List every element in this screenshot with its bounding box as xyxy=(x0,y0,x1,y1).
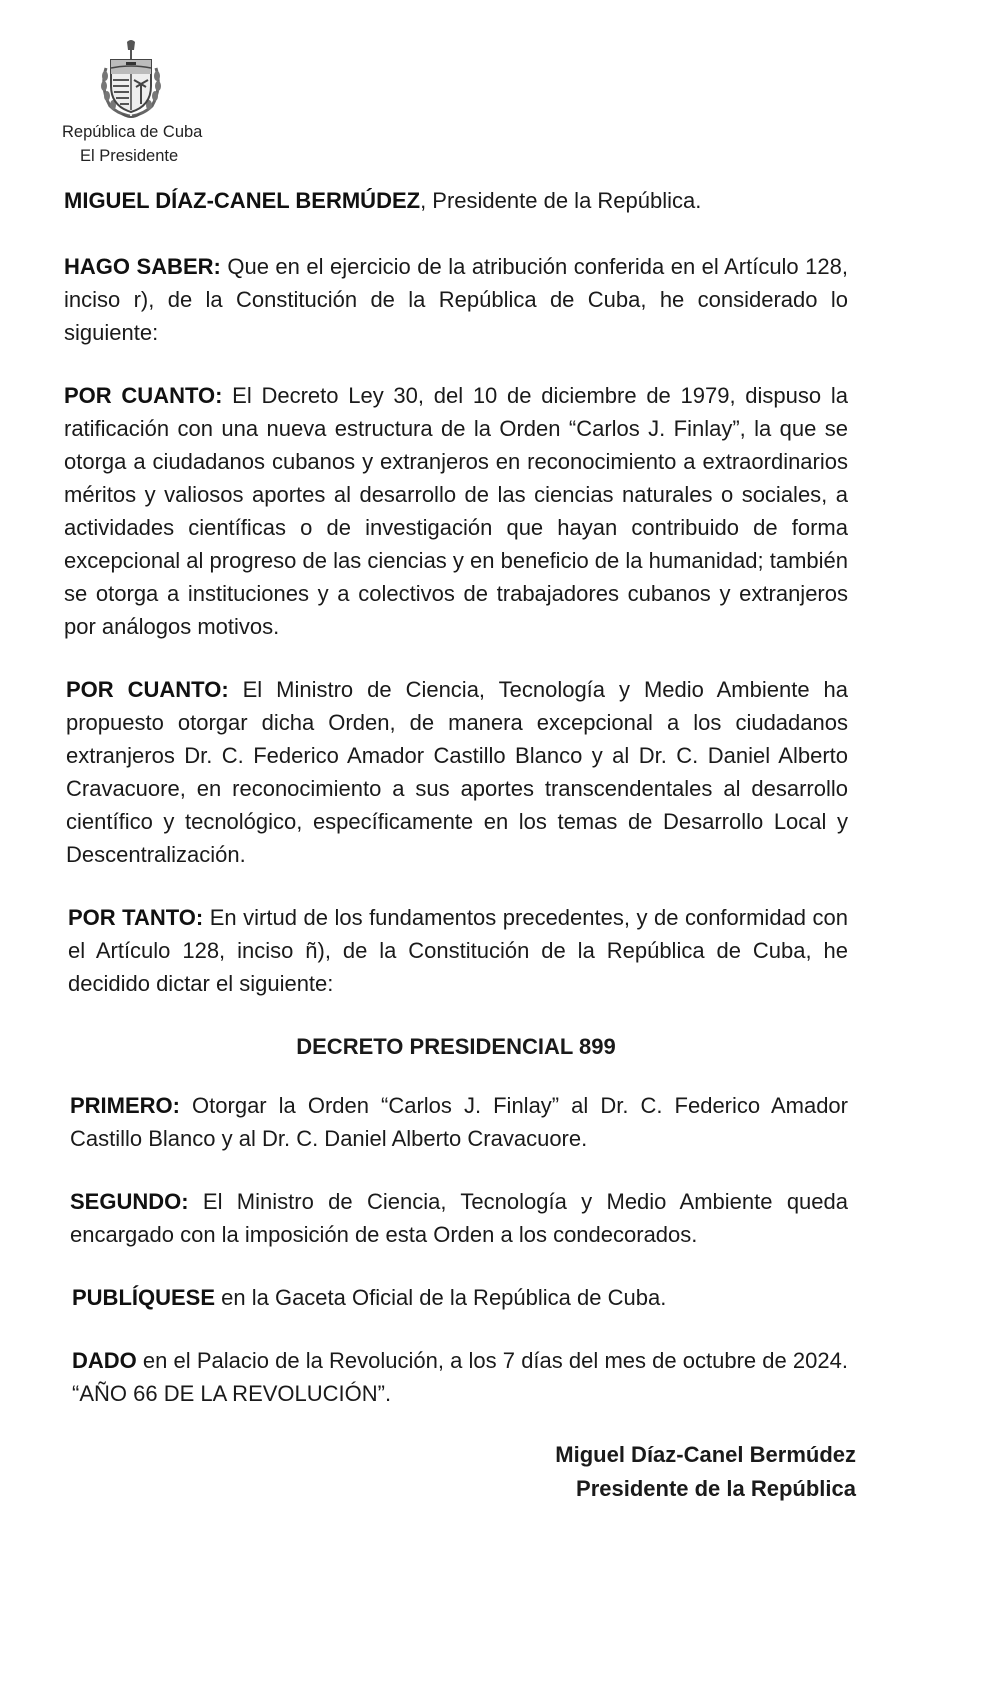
publiquese-paragraph xyxy=(64,1281,848,1314)
signature-block xyxy=(555,1438,856,1506)
signature-name: Miguel Díaz-Canel Bermúdez xyxy=(555,1442,856,1467)
intro-paragraph xyxy=(64,184,848,217)
letterhead xyxy=(62,38,222,168)
dado-text: en el Palacio de la Revolución, a los 7 días del mes de octubre de 2024. “AÑO 66 DE LA REVOLUCIÓN”. xyxy=(72,1348,848,1406)
president-name: MIGUEL DÍAZ-CANEL BERMÚDEZ xyxy=(64,188,421,213)
primero-text: Otorgar la Orden “Carlos J. Finlay” al Dr. C. Federico Amador Castillo Blanco y al Dr. C. Daniel Alberto Cravacuore. xyxy=(70,1093,848,1151)
dado-label: DADO xyxy=(72,1348,137,1373)
hago-saber-label: HAGO SABER: xyxy=(64,254,221,279)
por-cuanto-1-label: POR CUANTO: xyxy=(64,383,223,408)
por-cuanto-2-text: El Ministro de Ciencia, Tecnología y Medio Ambiente ha propuesto otorgar dicha Orden, de manera excepcional a los ciudadanos extranjeros Dr. C. Federico Amador Castillo Blanco y al Dr. C. Daniel Alberto Cravacuore, en reconocimiento a sus aportes transcendentales al desarrollo científico y tecnológico, específicamente en los temas de Desarrollo Local y Descentralización. xyxy=(66,677,848,867)
primero-paragraph xyxy=(64,1089,848,1155)
hago-saber-paragraph xyxy=(64,250,848,349)
letterhead-country: República de Cuba xyxy=(62,123,203,141)
publiquese-text: en la Gaceta Oficial de la República de Cuba. xyxy=(215,1285,667,1310)
por-tanto-text: En virtud de los fundamentos precedentes, y de conformidad con el Artículo 128, inciso ñ), de la Constitución de la República de Cuba, he decidido dictar el siguiente: xyxy=(68,905,848,996)
primero-label: PRIMERO: xyxy=(70,1093,180,1118)
publiquese-label: PUBLÍQUESE xyxy=(72,1285,216,1310)
segundo-paragraph xyxy=(64,1185,848,1251)
por-tanto-label: POR TANTO: xyxy=(68,905,204,930)
por-cuanto-1-text: El Decreto Ley 30, del 10 de diciembre de 1979, dispuso la ratificación con una nueva estructura de la Orden “Carlos J. Finlay”, la que se otorga a ciudadanos cubanos y extranjeros en reconocimiento a extraordinarios méritos y valiosos aportes al desarrollo de las ciencias naturales o sociales, a actividades científicas o de investigación que hayan contribuido de forma excepcional al progreso de las ciencias y en beneficio de la humanidad; también se otorga a instituciones y a colectivos de trabajadores cubanos y extranjeros por análogos motivos. xyxy=(64,383,848,639)
segundo-text: El Ministro de Ciencia, Tecnología y Medio Ambiente queda encargado con la imposición de esta Orden a los condecorados. xyxy=(70,1189,848,1247)
signature-title: Presidente de la República xyxy=(576,1476,856,1501)
letterhead-office: El Presidente xyxy=(80,147,179,165)
hago-saber-text: Que en el ejercicio de la atribución conferida en el Artículo 128, inciso r), de la Constitución de la República de Cuba, he considerado lo siguiente: xyxy=(64,254,848,345)
document-body xyxy=(64,184,848,1410)
dado-paragraph xyxy=(64,1344,848,1410)
por-tanto-paragraph xyxy=(64,901,848,1000)
por-cuanto-2-paragraph xyxy=(64,673,848,871)
decree-title: DECRETO PRESIDENCIAL 899 xyxy=(296,1034,616,1059)
cuba-coat-of-arms-icon xyxy=(96,38,166,120)
por-cuanto-2-label: POR CUANTO: xyxy=(66,677,229,702)
por-cuanto-1-paragraph xyxy=(64,379,848,643)
intro-rest: , Presidente de la República. xyxy=(420,188,702,213)
segundo-label: SEGUNDO: xyxy=(70,1189,189,1214)
